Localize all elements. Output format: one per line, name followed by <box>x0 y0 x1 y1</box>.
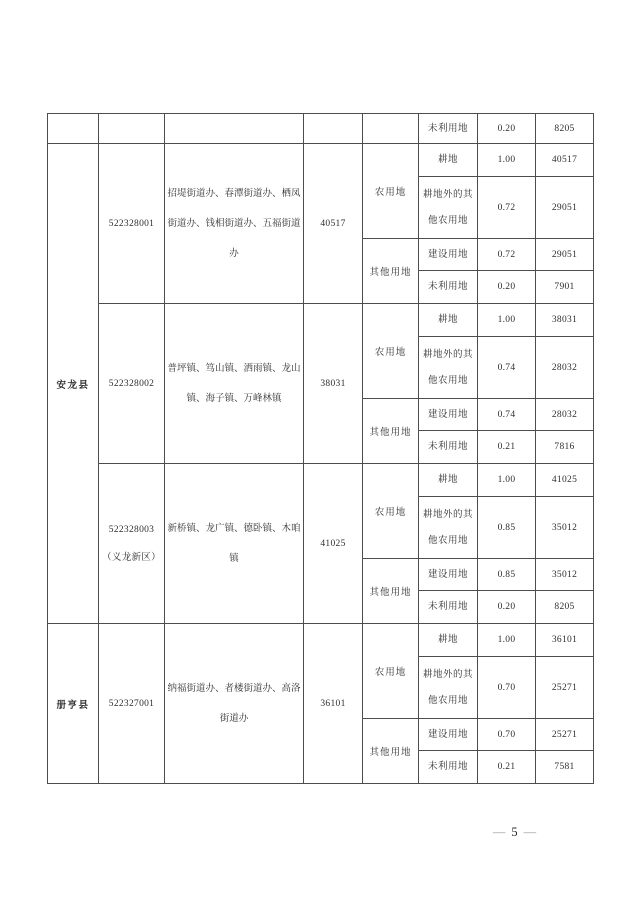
coefficient-cell: 0.74 <box>478 399 536 431</box>
code-cell: 522328002 <box>99 304 165 464</box>
coefficient-cell: 0.20 <box>478 591 536 624</box>
coefficient-cell: 1.00 <box>478 624 536 657</box>
category-cell-other: 其他用地 <box>363 239 419 304</box>
land-type-cell: 耕地外的其他农用地 <box>419 337 478 399</box>
land-type-cell: 耕地外的其他农用地 <box>419 657 478 719</box>
total-cell: 36101 <box>304 624 363 784</box>
value-cell: 36101 <box>536 624 594 657</box>
value-cell: 35012 <box>536 497 594 559</box>
land-type-cell: 建设用地 <box>419 399 478 431</box>
land-type-cell: 耕地外的其他农用地 <box>419 497 478 559</box>
land-type-cell: 未利用地 <box>419 114 478 144</box>
table-row <box>48 144 594 177</box>
category-cell-agricultural: 农用地 <box>363 624 419 719</box>
streets-cell: 纳福街道办、者楼街道办、高洛街道办 <box>165 624 304 784</box>
page-number-dash-left: — <box>492 825 507 839</box>
land-value-table <box>47 113 594 784</box>
land-type-cell: 未利用地 <box>419 591 478 624</box>
value-cell: 25271 <box>536 657 594 719</box>
land-type-cell: 建设用地 <box>419 559 478 591</box>
value-cell: 7901 <box>536 271 594 304</box>
table-row <box>48 624 594 657</box>
coefficient-cell: 0.72 <box>478 239 536 271</box>
page-number <box>468 825 562 840</box>
table-row <box>48 114 594 144</box>
table-row <box>48 304 594 337</box>
coefficient-cell: 0.70 <box>478 719 536 751</box>
coefficient-cell: 0.72 <box>478 177 536 239</box>
value-cell: 25271 <box>536 719 594 751</box>
category-cell-agricultural: 农用地 <box>363 304 419 399</box>
value-cell: 38031 <box>536 304 594 337</box>
coefficient-cell: 1.00 <box>478 304 536 337</box>
total-cell: 40517 <box>304 144 363 304</box>
land-type-cell: 未利用地 <box>419 751 478 784</box>
code-cell-empty <box>99 114 165 144</box>
land-type-cell: 未利用地 <box>419 431 478 464</box>
streets-cell: 普坪镇、笃山镇、洒雨镇、龙山镇、海子镇、万峰林镇 <box>165 304 304 464</box>
land-type-cell: 耕地 <box>419 304 478 337</box>
county-cell-empty <box>48 114 99 144</box>
coefficient-cell: 0.85 <box>478 559 536 591</box>
page-number-value: 5 <box>511 825 519 839</box>
land-type-cell: 耕地 <box>419 624 478 657</box>
coefficient-cell: 0.21 <box>478 751 536 784</box>
coefficient-cell: 1.00 <box>478 464 536 497</box>
total-cell: 41025 <box>304 464 363 624</box>
category-cell-agricultural: 农用地 <box>363 144 419 239</box>
land-type-cell: 耕地 <box>419 144 478 177</box>
table-row <box>48 464 594 497</box>
code-cell: 522328001 <box>99 144 165 304</box>
streets-cell: 新桥镇、龙广镇、德卧镇、木咱镇 <box>165 464 304 624</box>
coefficient-cell: 0.70 <box>478 657 536 719</box>
category-cell-other: 其他用地 <box>363 719 419 784</box>
total-cell-empty <box>304 114 363 144</box>
value-cell: 29051 <box>536 239 594 271</box>
value-cell: 40517 <box>536 144 594 177</box>
county-cell-anlong: 安龙县 <box>48 144 99 624</box>
value-cell: 7581 <box>536 751 594 784</box>
coefficient-cell: 0.20 <box>478 114 536 144</box>
coefficient-cell: 1.00 <box>478 144 536 177</box>
value-cell: 7816 <box>536 431 594 464</box>
value-cell: 29051 <box>536 177 594 239</box>
category-cell-agricultural: 农用地 <box>363 464 419 559</box>
page-number-dash-right: — <box>523 825 538 839</box>
land-type-cell: 耕地 <box>419 464 478 497</box>
value-cell: 28032 <box>536 337 594 399</box>
value-cell: 28032 <box>536 399 594 431</box>
category-cell-other: 其他用地 <box>363 399 419 464</box>
category-cell-empty <box>363 114 419 144</box>
value-cell: 8205 <box>536 114 594 144</box>
code-cell: 522327001 <box>99 624 165 784</box>
county-cell-ceheng: 册亨县 <box>48 624 99 784</box>
code-cell <box>99 464 165 624</box>
code-number: 522328003 <box>108 524 155 535</box>
land-type-cell: 建设用地 <box>419 239 478 271</box>
coefficient-cell: 0.85 <box>478 497 536 559</box>
total-cell: 38031 <box>304 304 363 464</box>
coefficient-cell: 0.20 <box>478 271 536 304</box>
value-cell: 41025 <box>536 464 594 497</box>
code-note: （义龙新区） <box>102 552 161 563</box>
coefficient-cell: 0.21 <box>478 431 536 464</box>
land-type-cell: 耕地外的其他农用地 <box>419 177 478 239</box>
land-type-cell: 未利用地 <box>419 271 478 304</box>
streets-cell: 招堤街道办、春潭街道办、栖凤街道办、钱相街道办、五福街道办 <box>165 144 304 304</box>
coefficient-cell: 0.74 <box>478 337 536 399</box>
land-type-cell: 建设用地 <box>419 719 478 751</box>
value-cell: 8205 <box>536 591 594 624</box>
category-cell-other: 其他用地 <box>363 559 419 624</box>
value-cell: 35012 <box>536 559 594 591</box>
streets-cell-empty <box>165 114 304 144</box>
